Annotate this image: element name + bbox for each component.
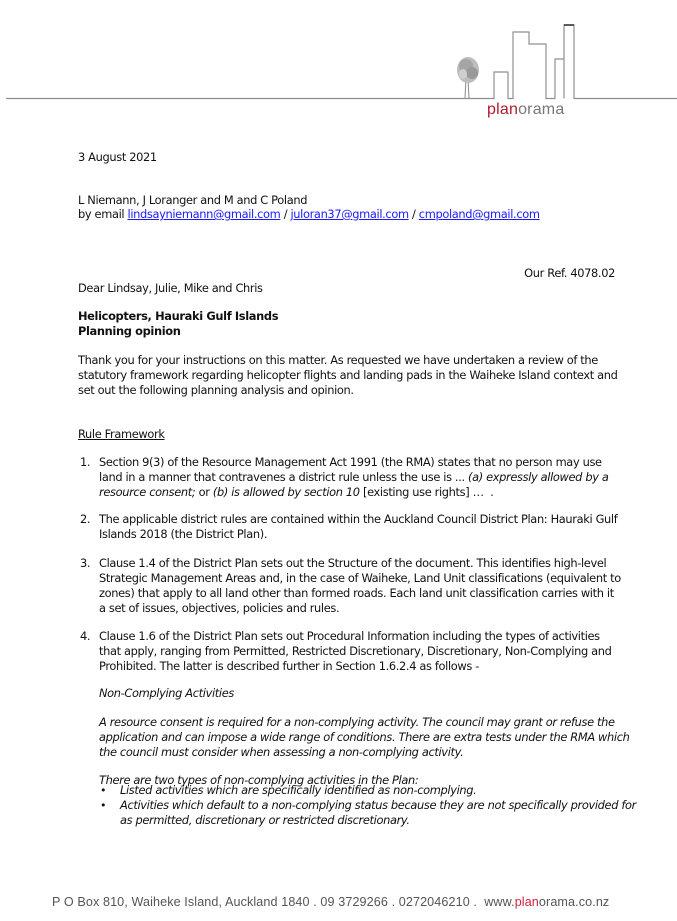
list-number: 4. bbox=[80, 629, 91, 643]
email-link-lindsay[interactable]: lindsayniemann@gmail.com bbox=[127, 207, 281, 221]
plain-text: [existing use rights] … . bbox=[359, 485, 494, 499]
email-line bbox=[78, 207, 540, 222]
item-line: that apply, ranging from Permitted, Restricted Discretionary, Discretionary, Non-Complying and bbox=[99, 644, 612, 658]
footer-web-accent: plan bbox=[514, 895, 539, 909]
bullet-item-continuation: as permitted, discretionary or restricted discretionary. bbox=[120, 813, 410, 827]
recipients: L Niemann, J Loranger and M and C Poland bbox=[78, 193, 308, 207]
intro-line: statutory framework regarding helicopter flights and landing pads in the Waiheke Island context and bbox=[78, 368, 618, 382]
tree-icon bbox=[457, 57, 479, 98]
brand-logo-suffix: orama bbox=[518, 101, 565, 118]
item-line: Section 9(3) of the Resource Management Act 1991 (the RMA) states that no person may use bbox=[99, 455, 602, 469]
email-separator: / bbox=[283, 207, 288, 221]
email-link-julie[interactable]: juloran37@gmail.com bbox=[290, 207, 409, 221]
item-line: zones) that apply to all land other than formed roads. Each land unit classification carries with it bbox=[99, 586, 614, 600]
quote-title: Non-Complying Activities bbox=[99, 686, 234, 700]
quote-list-intro: There are two types of non-complying activities in the Plan: bbox=[99, 773, 419, 787]
letter-date: 3 August 2021 bbox=[78, 150, 157, 164]
quote-line: application and can impose a wide range of conditions. There are extra tests under the RMA which bbox=[99, 730, 630, 744]
footer-address: P O Box 810, Waiheke Island, Auckland 1840 . 09 3729266 . 0272046210 . www. bbox=[52, 895, 515, 909]
bullet-icon: • bbox=[100, 799, 107, 812]
item-line: Strategic Management Areas and, in the case of Waiheke, Land Unit classifications (equivalent to bbox=[99, 571, 621, 585]
bullet-item: Listed activities which are specifically identified as non-complying. bbox=[120, 783, 477, 797]
brand-logo bbox=[487, 101, 564, 119]
quote-line: the council must consider when assessing a non-complying activity. bbox=[99, 745, 464, 759]
item-line: a set of issues, objectives, policies and rules. bbox=[99, 601, 340, 615]
email-link-chris[interactable]: cmpoland@gmail.com bbox=[418, 207, 540, 221]
plain-text: or bbox=[195, 485, 213, 499]
footer-contact bbox=[52, 895, 609, 909]
italic-text: resource consent; bbox=[99, 485, 196, 499]
item-line: Clause 1.4 of the District Plan sets out the Structure of the document. This identifies high-level bbox=[99, 556, 607, 570]
item-line: Clause 1.6 of the District Plan sets out Procedural Information including the types of activities bbox=[99, 629, 600, 643]
email-separator: / bbox=[412, 207, 416, 221]
quote-line: A resource consent is required for a non-complying activity. The council may grant or refuse the bbox=[99, 715, 615, 729]
plain-text: land in a manner that contravenes a district rule unless the use is ... bbox=[99, 470, 469, 484]
section-heading-rule-framework: Rule Framework bbox=[78, 427, 165, 441]
item-line: Islands 2018 (the District Plan). bbox=[99, 527, 268, 541]
item-line: The applicable district rules are contained within the Auckland Council District Plan: Hauraki Gulf bbox=[99, 512, 618, 526]
italic-text: (a) expressly allowed by a bbox=[468, 470, 609, 484]
bullet-icon: • bbox=[100, 784, 107, 797]
list-number: 2. bbox=[80, 512, 91, 526]
intro-line: Thank you for your instructions on this matter. As requested we have undertaken a review of the bbox=[78, 353, 598, 367]
italic-text: (b) is allowed by section 10 bbox=[212, 485, 360, 499]
item-line bbox=[99, 470, 609, 485]
tree-skyline-logo-icon bbox=[0, 0, 677, 110]
footer-web-suffix: orama.co.nz bbox=[538, 895, 610, 909]
list-number: 3. bbox=[80, 556, 91, 570]
brand-logo-prefix: plan bbox=[487, 101, 519, 118]
by-email-label: by email bbox=[78, 207, 125, 221]
subject-line-1: Helicopters, Hauraki Gulf Islands bbox=[78, 309, 279, 323]
quoted-plan-text bbox=[99, 686, 629, 788]
subject-line-2: Planning opinion bbox=[78, 324, 181, 338]
intro-line: set out the following planning analysis and opinion. bbox=[78, 383, 354, 397]
item-line: Prohibited. The latter is described further in Section 1.6.2.4 as follows - bbox=[99, 659, 479, 673]
bullet-item: Activities which default to a non-complying status because they are not specifically provided for bbox=[120, 798, 636, 812]
our-reference: Our Ref. 4078.02 bbox=[524, 266, 615, 280]
item-line bbox=[99, 485, 609, 500]
letterhead bbox=[0, 0, 677, 125]
intro-paragraph bbox=[78, 353, 617, 398]
list-number: 1. bbox=[80, 455, 91, 469]
salutation: Dear Lindsay, Julie, Mike and Chris bbox=[78, 281, 263, 295]
